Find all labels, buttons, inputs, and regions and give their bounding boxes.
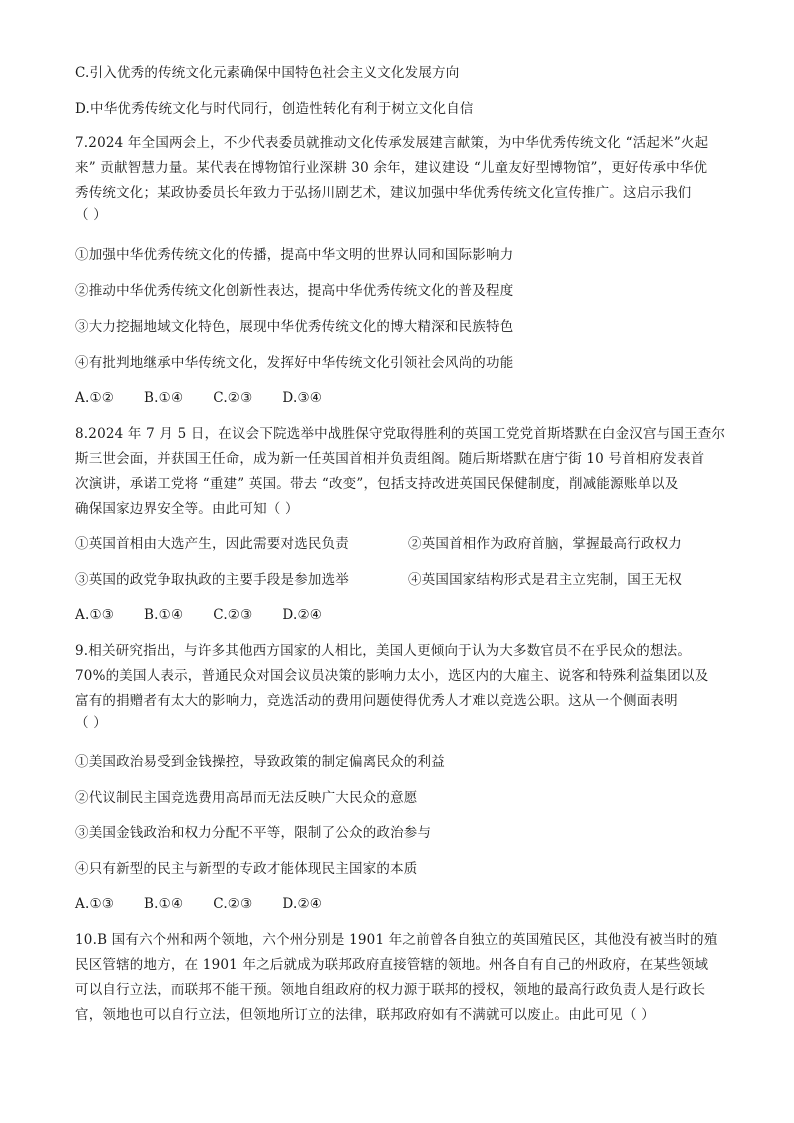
q9-choice-d: D.②④ [282,896,323,912]
q6-option-c: C.引入优秀的传统文化元素确保中国特色社会主义文化发展方向 [75,65,460,81]
q8-stem-line: 8.2024 年 7 月 5 日，在议会下院选举中战胜保守党取得胜利的英国工党党首斯塔默在白金汉宫与国王查尔 [75,426,726,442]
q9-item-1: ①美国政治易受到金钱操控，导致政策的制定偏离民众的利益 [75,754,445,770]
q8-item-1: ①英国首相由大选产生，因此需要对选民负责 [75,536,349,552]
q8-item-4: ④英国国家结构形式是君主立宪制，国王无权 [408,572,682,588]
q8-stem [75,422,726,522]
q10-stem-line: 10.B 国有六个州和两个领地，六个州分别是 1901 年之前曾各自独立的英国殖民区，其他没有被当时的殖 [75,932,718,948]
q9-stem-line: （ ） [75,715,107,731]
q9-choice-b: B.①④ [144,896,184,912]
q7-answer-choices [75,389,352,407]
q9-choice-c: C.②③ [213,896,253,912]
q9-item-2: ②代议制民主国竞选费用高昂而无法反映广大民众的意愿 [75,790,418,806]
q7-stem-line: 来” 贡献智慧力量。某代表在博物馆行业深耕 30 余年，建议建设 “儿童友好型博物馆”，更好传承中华优 [75,160,708,176]
q10-stem-line: 可以自行立法，而联邦不能干预。领地自组政府的权力源于联邦的授权，领地的最高行政负责人是行政长 [75,982,706,998]
q7-item-1: ①加强中华优秀传统文化的传播，提高中华文明的世界认同和国际影响力 [75,247,514,263]
q8-stem-line: 斯三世会面，并获国王任命，成为新一任英国首相并负责组阁。随后斯塔默在唐宁街 10 号首相府发表首 [75,451,705,467]
q8-choice-b: B.①④ [144,607,184,623]
q9-answer-choices [75,895,352,913]
q9-item-4: ④只有新型的民主与新型的专政才能体现民主国家的本质 [75,861,418,877]
q8-choice-d: D.②④ [282,607,323,623]
q8-choice-c: C.②③ [213,607,253,623]
q9-stem-line: 富有的捐赠者有太大的影响力，竞选活动的费用问题使得优秀人才难以竞选公职。这从一个侧面表明 [75,693,678,709]
q8-answer-choices [75,606,352,624]
q8-stem-line: 次演讲，承诺工党将 “重建” 英国。带去 “改变”，包括支持改进英国民保健制度，削减能源账单以及 [75,476,679,492]
q9-stem [75,639,720,732]
q8-choice-a: A.①③ [75,607,115,623]
q7-stem [75,131,720,224]
q7-choice-b: B.①④ [144,390,184,406]
q6-option-d: D.中华优秀传统文化与时代同行，创造性转化有利于树立文化自信 [75,101,474,117]
q8-stem-line: 确保国家边界安全等。由此可知（ ） [75,501,299,517]
q7-stem-line: 7.2024 年全国两会上，不少代表委员就推动文化传承发展建言献策，为中华优秀传统文化 “活起米”火起 [75,135,709,151]
q10-stem-line: 民区管辖的地方，在 1901 年之后就成为联邦政府直接管辖的领地。州各自有自己的州政府，在某些领域 [75,957,709,973]
q7-stem-line: 秀传统文化；某政协委员长年致力于弘扬川剧艺术，建议加强中华优秀传统文化宣传推广。这启示我们 [75,185,692,201]
q9-choice-a: A.①③ [75,896,115,912]
q7-item-2: ②推动中华优秀传统文化创新性表达，提高中华优秀传统文化的普及程度 [75,283,514,299]
q7-choice-c: C.②③ [213,390,253,406]
q7-choice-a: A.①② [75,390,115,406]
q8-item-2: ②英国首相作为政府首脑，掌握最高行政权力 [408,536,682,552]
q7-item-4: ④有批判地继承中华传统文化，发挥好中华传统文化引领社会风尚的功能 [75,355,514,371]
q10-stem-line: 官，领地也可以自行立法，但领地所订立的法律，联邦政府如有不满就可以废止。由此可见（ ） [75,1007,655,1023]
q9-stem-line: 9.相关研究指出，与许多其他西方国家的人相比，美国人更倾向于认为大多数官员不在乎民众的想法。 [75,643,692,659]
q7-choice-d: D.③④ [282,390,323,406]
q10-stem [75,928,720,1028]
q9-stem-line: 70%的美国人表示，普通民众对国会议员决策的影响力太小，选区内的大雇主、说客和特殊利益集团以及 [75,668,709,684]
q8-item-3: ③英国的政党争取执政的主要手段是参加选举 [75,572,349,588]
q9-item-3: ③美国金钱政治和权力分配不平等，限制了公众的政治参与 [75,825,432,841]
q7-stem-line: （ ） [75,207,107,223]
q7-item-3: ③大力挖掘地域文化特色，展现中华优秀传统文化的博大精深和民族特色 [75,319,514,335]
